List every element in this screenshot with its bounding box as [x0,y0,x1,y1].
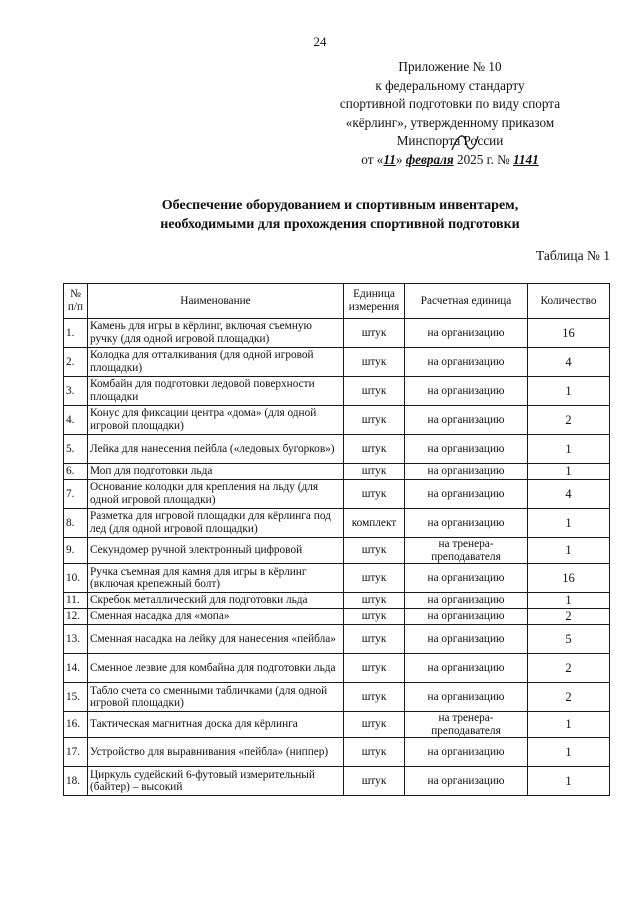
cell-num: 9. [64,538,88,564]
cell-unit: штук [344,464,405,480]
cell-unit: штук [344,654,405,683]
cell-qty: 2 [528,406,610,435]
cell-qty: 4 [528,348,610,377]
appendix-sport-line: спортивной подготовки по виду спорта [339,96,561,111]
appendix-title: Приложение № 10 [398,59,502,74]
cell-calc: на организацию [405,480,528,509]
cell-name: Моп для подготовки льда [88,464,344,480]
cell-unit: комплект [344,509,405,538]
cell-num: 18. [64,767,88,796]
cell-calc: на организацию [405,435,528,464]
table-row [64,464,610,480]
ministry-name: Минспорта России [396,133,504,148]
cell-calc: на тренера-преподавателя [405,538,528,564]
cell-name: Камень для игры в кёрлинг, включая съемную ручку (для одной игровой площадки) [88,319,344,348]
cell-qty: 1 [528,538,610,564]
cell-unit: штук [344,564,405,593]
table-row [64,435,610,464]
appendix-standard-line: к федеральному стандарту [375,77,525,93]
cell-qty: 1 [528,464,610,480]
equipment-table [63,283,610,796]
table-row [64,348,610,377]
cell-calc: на тренера-преподавателя [405,712,528,738]
cell-num: 15. [64,683,88,712]
cell-qty: 1 [528,767,610,796]
cell-name: Тактическая магнитная доска для кёрлинга [88,712,344,738]
cell-name: Колодка для отталкивания (для одной игровой площадки) [88,348,344,377]
cell-calc: на организацию [405,406,528,435]
table-row [64,509,610,538]
cell-unit: штук [344,767,405,796]
cell-name: Сменная насадка для «мопа» [88,609,344,625]
cell-qty: 2 [528,609,610,625]
table-row [64,654,610,683]
cell-unit: штук [344,319,405,348]
cell-qty: 1 [528,377,610,406]
appendix-block [330,58,570,169]
document-title [60,196,620,234]
table-header-row [64,284,610,319]
table-row [64,712,610,738]
cell-qty: 1 [528,509,610,538]
cell-calc: на организацию [405,683,528,712]
table-row [64,593,610,609]
cell-qty: 16 [528,564,610,593]
cell-num: 6. [64,464,88,480]
cell-unit: штук [344,683,405,712]
cell-num: 8. [64,509,88,538]
table-row [64,406,610,435]
header-unit: Единица измерения [344,284,405,319]
cell-calc: на организацию [405,767,528,796]
cell-qty: 1 [528,593,610,609]
appendix-order-line: «кёрлинг», утвержденному приказом [345,114,555,130]
cell-num: 14. [64,654,88,683]
table-row [64,738,610,767]
cell-name: Устройство для выравнивания «пейбла» (ниппер) [88,738,344,767]
header-calc: Расчетная единица [405,284,528,319]
date-day: 11 [383,151,396,167]
cell-name: Скребок металлический для подготовки льда [88,593,344,609]
cell-unit: штук [344,435,405,464]
cell-name: Конус для фиксации центра «дома» (для одной игровой площадки) [88,406,344,435]
table-row [64,683,610,712]
cell-qty: 4 [528,480,610,509]
cell-name: Лейка для нанесения пейбла («ледовых бугорков») [88,435,344,464]
table-row [64,480,610,509]
cell-qty: 5 [528,625,610,654]
cell-num: 4. [64,406,88,435]
cell-unit: штук [344,593,405,609]
cell-unit: штук [344,538,405,564]
cell-unit: штук [344,712,405,738]
date-month: февраля [405,151,454,167]
cell-num: 2. [64,348,88,377]
cell-unit: штук [344,625,405,654]
header-qty: Количество [528,284,610,319]
table-row [64,538,610,564]
cell-qty: 2 [528,654,610,683]
cell-calc: на организацию [405,609,528,625]
order-number: 1141 [513,151,539,167]
cell-name: Основание колодки для крепления на льду (для одной игровой площадки) [88,480,344,509]
table-row [64,319,610,348]
header-name: Наименование [88,284,344,319]
table-label: Таблица № 1 [536,248,610,263]
cell-num: 7. [64,480,88,509]
cell-calc: на организацию [405,738,528,767]
header-num: № п/п [64,284,88,319]
cell-name: Сменная насадка на лейку для нанесения «пейбла» [88,625,344,654]
cell-qty: 1 [528,435,610,464]
cell-unit: штук [344,377,405,406]
cell-calc: на организацию [405,625,528,654]
cell-calc: на организацию [405,319,528,348]
cell-num: 17. [64,738,88,767]
table-row [64,625,610,654]
document-title-line1: Обеспечение оборудованием и спортивным инвентарем, [161,198,519,213]
date-year: 2025 г. № [456,151,510,167]
cell-calc: на организацию [405,564,528,593]
table-row [64,564,610,593]
cell-calc: на организацию [405,464,528,480]
cell-name: Комбайн для подготовки ледовой поверхности площадки [88,377,344,406]
cell-name: Ручка съемная для камня для игры в кёрлинг (включая крепежный болт) [88,564,344,593]
cell-calc: на организацию [405,654,528,683]
cell-name: Разметка для игровой площадки для кёрлинга под лед (для одной игровой площадки) [88,509,344,538]
table-row [64,609,610,625]
cell-unit: штук [344,609,405,625]
cell-name: Циркуль судейский 6-футовый измерительный (байтер) – высокий [88,767,344,796]
cell-num: 1. [64,319,88,348]
cell-unit: штук [344,406,405,435]
cell-name: Табло счета со сменными табличками (для одной игровой площадки) [88,683,344,712]
cell-num: 11. [64,593,88,609]
cell-qty: 2 [528,683,610,712]
cell-name: Секундомер ручной электронный цифровой [88,538,344,564]
cell-num: 5. [64,435,88,464]
cell-num: 16. [64,712,88,738]
cell-qty: 1 [528,712,610,738]
document-title-line2: необходимыми для прохождения спортивной подготовки [160,217,520,232]
cell-calc: на организацию [405,348,528,377]
cell-calc: на организацию [405,593,528,609]
cell-qty: 1 [528,738,610,767]
appendix-ministry-line [330,132,570,151]
cell-qty: 16 [528,319,610,348]
cell-unit: штук [344,738,405,767]
cell-num: 12. [64,609,88,625]
cell-num: 10. [64,564,88,593]
table-row [64,767,610,796]
cell-unit: штук [344,348,405,377]
cell-num: 13. [64,625,88,654]
cell-calc: на организацию [405,509,528,538]
page-number: 24 [313,34,327,49]
cell-unit: штук [344,480,405,509]
table-row [64,377,610,406]
cell-name: Сменное лезвие для комбайна для подготовки льда [88,654,344,683]
cell-calc: на организацию [405,377,528,406]
cell-num: 3. [64,377,88,406]
appendix-date-line: от «11» февраля 2025 г. № 1141 [361,151,539,167]
